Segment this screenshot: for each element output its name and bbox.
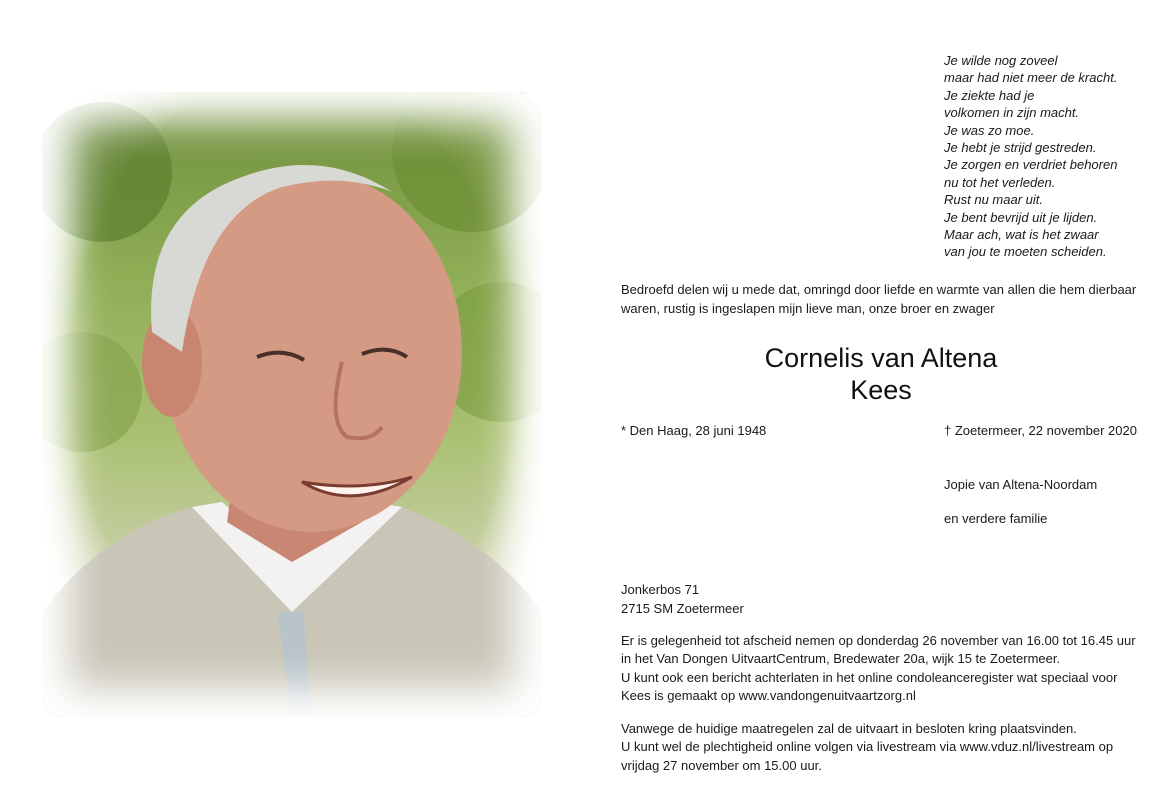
address-line: Jonkerbos 71 xyxy=(621,582,700,597)
nickname: Kees xyxy=(850,375,912,405)
poem-line: maar had niet meer de kracht. xyxy=(944,70,1118,86)
poem-line: nu tot het verleden. xyxy=(944,174,1056,190)
funeral-line: vrijdag 27 november om 15.00 uur. xyxy=(621,757,822,773)
family-line: en verdere familie xyxy=(944,511,1048,526)
poem-line: Rust nu maar uit. xyxy=(944,192,1043,208)
funeral-line: Vanwege de huidige maatregelen zal de uitvaart in besloten kring plaatsvinden. xyxy=(621,721,1077,736)
intro-line: Bedroefd delen wij u mede dat, omringd door liefde en warmte van allen die hem dierbaar xyxy=(621,282,1137,297)
farewell-line: Kees is gemaakt op www.vandongenuitvaartzorg.nl xyxy=(621,687,916,703)
deceased-name xyxy=(621,342,1141,406)
intro-line: waren, rustig is ingeslapen mijn lieve man, onze broer en zwager xyxy=(621,301,995,316)
spouse-name: Jopie van Altena-Noordam xyxy=(944,477,1098,492)
poem-line: Je zorgen en verdriet behoren xyxy=(944,157,1118,173)
farewell-line: U kunt ook een bericht achterlaten in het online condoleanceregister wat speciaal voor xyxy=(621,669,1118,685)
announcement-intro xyxy=(621,280,1146,318)
address-line: 2715 SM Zoetermeer xyxy=(621,601,744,616)
poem-line: Je ziekte had je xyxy=(944,87,1035,103)
address xyxy=(621,580,744,618)
poem-line: van jou te moeten scheiden. xyxy=(944,244,1107,260)
full-name: Cornelis van Altena xyxy=(764,343,998,373)
poem-line: Je bent bevrijd uit je lijden. xyxy=(944,209,1098,225)
photo-vignette xyxy=(42,92,542,717)
funeral-line: U kunt wel de plechtigheid online volgen via livestream via www.vduz.nl/livestream op xyxy=(621,739,1114,755)
farewell-line: Er is gelegenheid tot afscheid nemen op donderdag 26 november van 16.00 tot 16.45 uur xyxy=(621,633,1136,648)
poem-line: Je was zo moe. xyxy=(944,122,1035,138)
poem-line: Maar ach, wat is het zwaar xyxy=(944,227,1099,243)
poem xyxy=(944,52,1164,261)
funeral-info xyxy=(621,720,1146,775)
birth-info: * Den Haag, 28 juni 1948 xyxy=(621,423,767,438)
poem-line: Je wilde nog zoveel xyxy=(944,53,1058,68)
portrait-photo xyxy=(42,92,542,717)
poem-line: volkomen in zijn macht. xyxy=(944,105,1080,121)
poem-line: Je hebt je strijd gestreden. xyxy=(944,140,1097,156)
farewell-info xyxy=(621,632,1146,705)
farewell-line: in het Van Dongen UitvaartCentrum, Bredewater 20a, wijk 15 te Zoetermeer. xyxy=(621,651,1061,667)
death-info: † Zoetermeer, 22 november 2020 xyxy=(944,423,1137,438)
